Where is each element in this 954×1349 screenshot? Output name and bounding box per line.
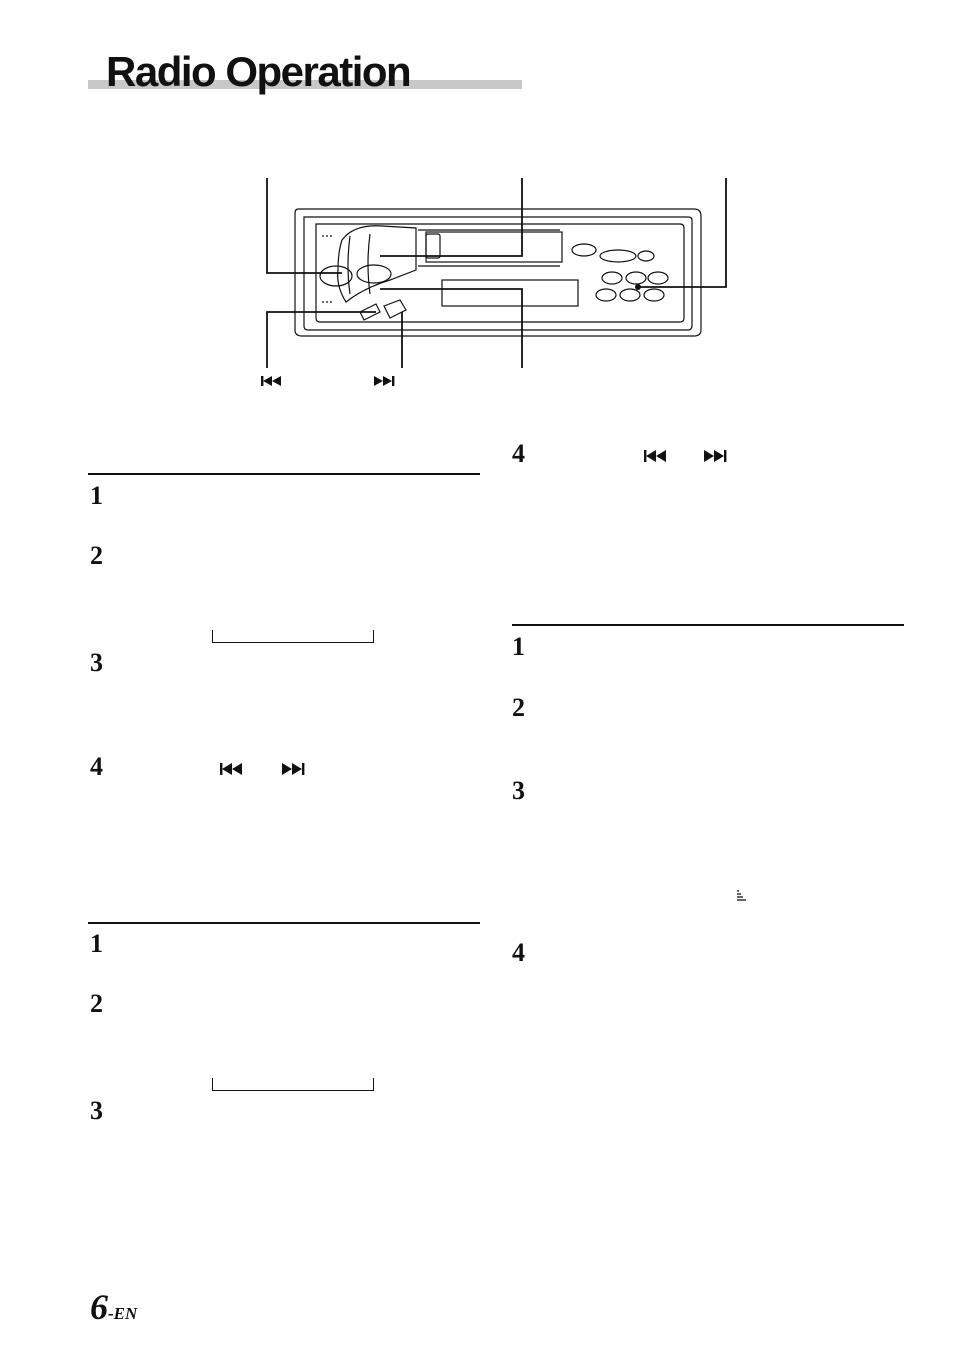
step-number: 1 bbox=[512, 632, 525, 661]
page-language-suffix: -EN bbox=[108, 1304, 138, 1323]
skip-forward-icon bbox=[374, 376, 394, 386]
step-number: 4 bbox=[512, 938, 525, 967]
page-number: 6 bbox=[90, 1287, 108, 1327]
section-rule bbox=[88, 473, 480, 475]
section-rule bbox=[88, 922, 480, 924]
skip-back-icon bbox=[644, 450, 666, 462]
skip-buttons bbox=[220, 760, 330, 780]
skip-buttons bbox=[644, 447, 754, 467]
step-number: 2 bbox=[512, 693, 525, 722]
step-number: 3 bbox=[512, 776, 525, 805]
display-frame bbox=[212, 630, 374, 643]
section-rule bbox=[512, 624, 904, 626]
step-number: 4 bbox=[90, 752, 103, 781]
display-frame bbox=[212, 1078, 374, 1091]
step-mark-icon bbox=[736, 889, 748, 903]
skip-back-icon bbox=[220, 763, 242, 775]
page-header bbox=[88, 44, 524, 94]
step-number: 1 bbox=[90, 929, 103, 958]
step-number: 2 bbox=[90, 989, 103, 1018]
step-number: 3 bbox=[90, 648, 103, 677]
page-footer bbox=[90, 1286, 137, 1328]
head-unit-illustration bbox=[250, 170, 750, 400]
skip-forward-icon bbox=[282, 763, 304, 775]
step-number: 4 bbox=[512, 439, 525, 468]
step-number: 3 bbox=[90, 1096, 103, 1125]
skip-back-icon bbox=[261, 376, 281, 386]
step-number: 1 bbox=[90, 481, 103, 510]
skip-forward-icon bbox=[704, 450, 726, 462]
step-number: 2 bbox=[90, 541, 103, 570]
page-title: Radio Operation bbox=[106, 48, 411, 95]
